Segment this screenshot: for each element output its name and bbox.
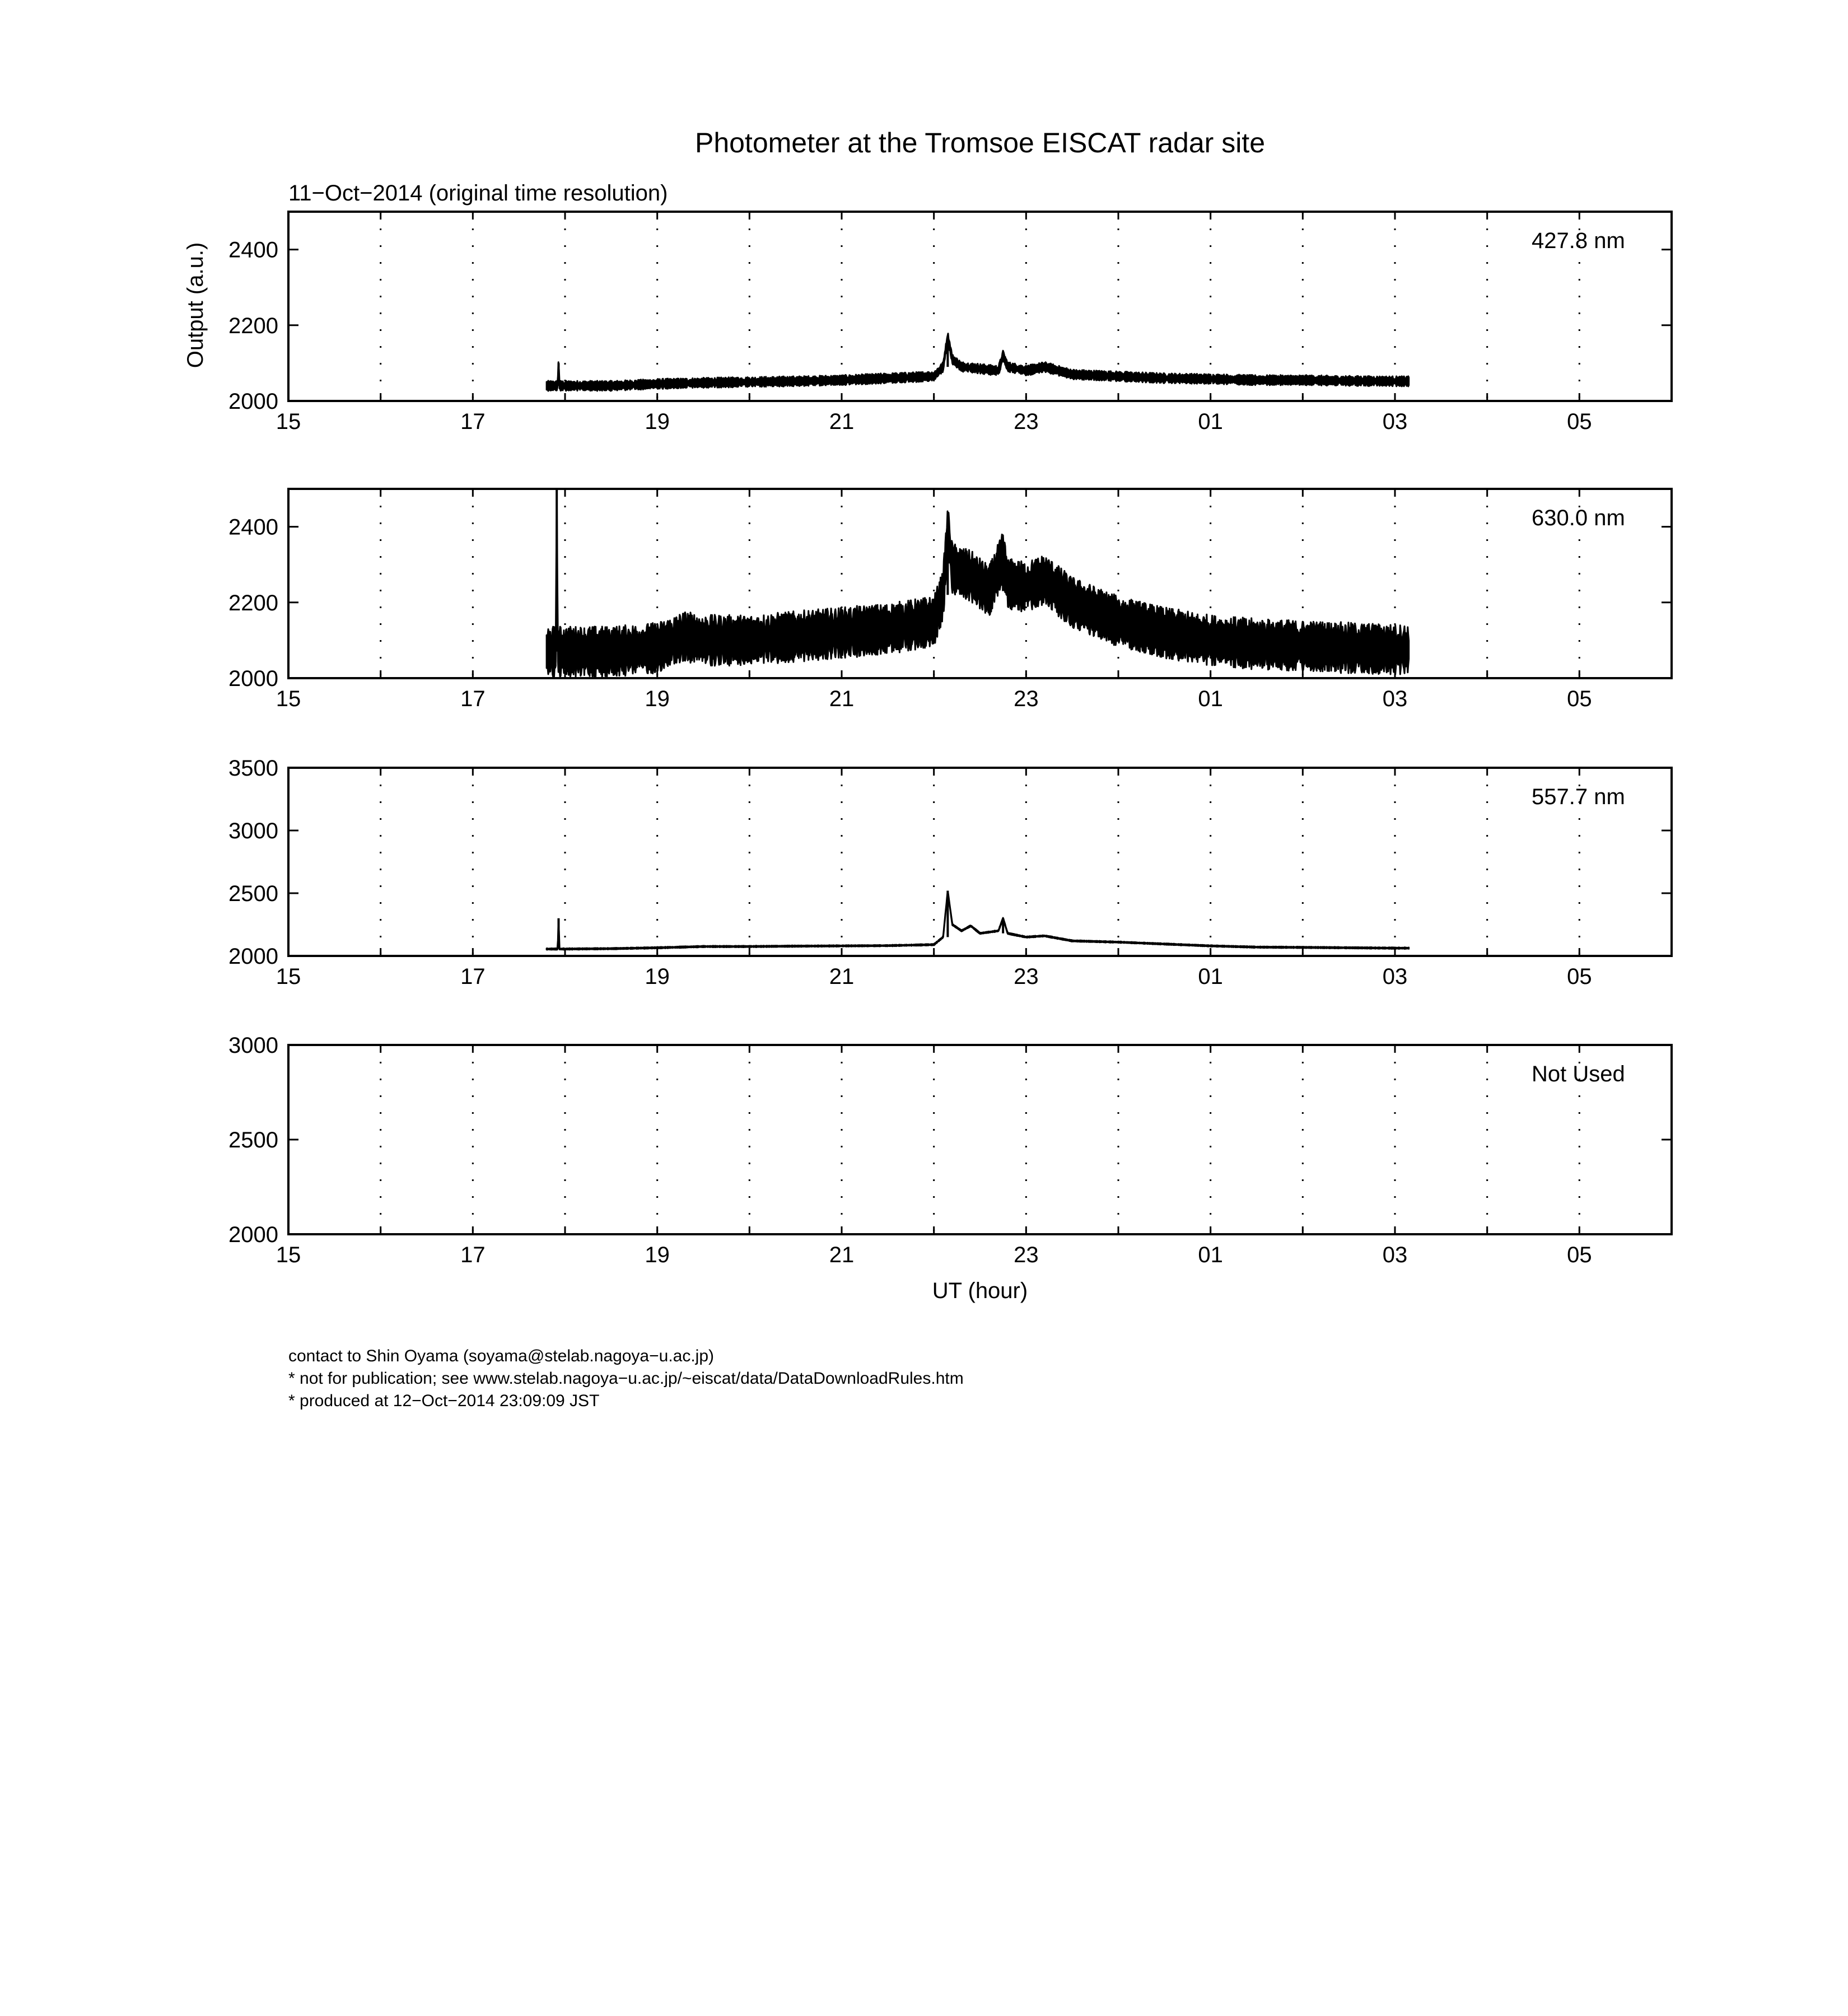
x-tick-label: 17 [460,964,486,989]
x-tick-label: 19 [645,1243,670,1267]
channel-label: 630.0 nm [1532,506,1625,530]
footer-rules: * not for publication; see www.stelab.nagoya−u.ac.jp/~eiscat/data/DataDownloadRules.htm [288,1369,964,1388]
x-tick-label: 05 [1567,687,1592,711]
y-tick-label: 2200 [228,590,278,615]
x-tick-label: 17 [460,1243,486,1267]
panels [228,212,1672,1267]
x-tick-label: 01 [1198,687,1223,711]
y-tick-label: 2500 [228,881,278,906]
channel-label: Not Used [1532,1062,1625,1086]
x-tick-label: 21 [829,687,855,711]
x-tick-label: 21 [829,409,855,434]
plot-frame [288,768,1672,956]
y-tick-label: 3000 [228,819,278,843]
series-trace-1 [547,334,1409,391]
y-tick-label: 2400 [228,237,278,263]
x-tick-label: 15 [276,687,301,711]
x-tick-label: 19 [645,964,670,989]
x-tick-label: 03 [1382,964,1408,989]
x-tick-label: 01 [1198,1243,1223,1267]
x-tick-label: 17 [460,687,486,711]
y-tick-label: 2200 [228,313,278,338]
y-tick-label: 2500 [228,1128,278,1152]
x-tick-label: 01 [1198,409,1223,434]
channel-label: 427.8 nm [1532,228,1625,253]
footer-contact: contact to Shin Oyama (soyama@stelab.nagoya−u.ac.jp) [288,1347,715,1365]
x-tick-label: 21 [829,964,855,989]
series-trace-1 [547,893,1409,950]
series-trace-1 [547,489,1409,676]
y-tick-label: 3000 [228,1033,278,1058]
x-tick-label: 19 [645,409,670,434]
panel-3 [228,756,1672,989]
x-tick-label: 15 [276,1243,301,1267]
x-tick-label: 03 [1382,687,1408,711]
y-tick-label: 2000 [228,666,278,691]
figure-title: Photometer at the Tromsoe EISCAT radar site [694,127,1266,158]
panel-1 [228,212,1672,434]
x-tick-label: 15 [276,964,301,989]
x-tick-label: 23 [1014,1243,1039,1267]
y-tick-label: 3500 [228,756,278,781]
x-tick-label: 23 [1014,687,1039,711]
x-tick-label: 23 [1014,964,1039,989]
x-tick-label: 19 [645,687,670,711]
plot-frame [288,1045,1672,1234]
x-tick-label: 03 [1382,409,1408,434]
figure-subtitle: 11−Oct−2014 (original time resolution) [288,181,668,206]
x-tick-label: 05 [1567,964,1592,989]
y-tick-label: 2000 [228,389,278,414]
x-tick-label: 03 [1382,1243,1408,1267]
x-tick-label: 01 [1198,964,1223,989]
panel-2 [228,489,1672,711]
panel-4 [228,1033,1672,1267]
channel-label: 557.7 nm [1532,785,1625,809]
footer-notes [288,1345,964,1412]
x-axis-label: UT (hour) [932,1278,1028,1303]
y-tick-label: 2000 [228,1222,278,1247]
x-tick-label: 05 [1567,1243,1592,1267]
y-tick-label: 2000 [228,944,278,969]
x-tick-label: 17 [460,409,486,434]
y-tick-label: 2400 [228,515,278,540]
footer-produced: * produced at 12−Oct−2014 23:09:09 JST [288,1392,600,1410]
x-tick-label: 15 [276,409,301,434]
x-tick-label: 23 [1014,409,1039,434]
x-tick-label: 21 [829,1243,855,1267]
x-tick-label: 05 [1567,409,1592,434]
y-axis-label: Output (a.u.) [183,242,208,368]
